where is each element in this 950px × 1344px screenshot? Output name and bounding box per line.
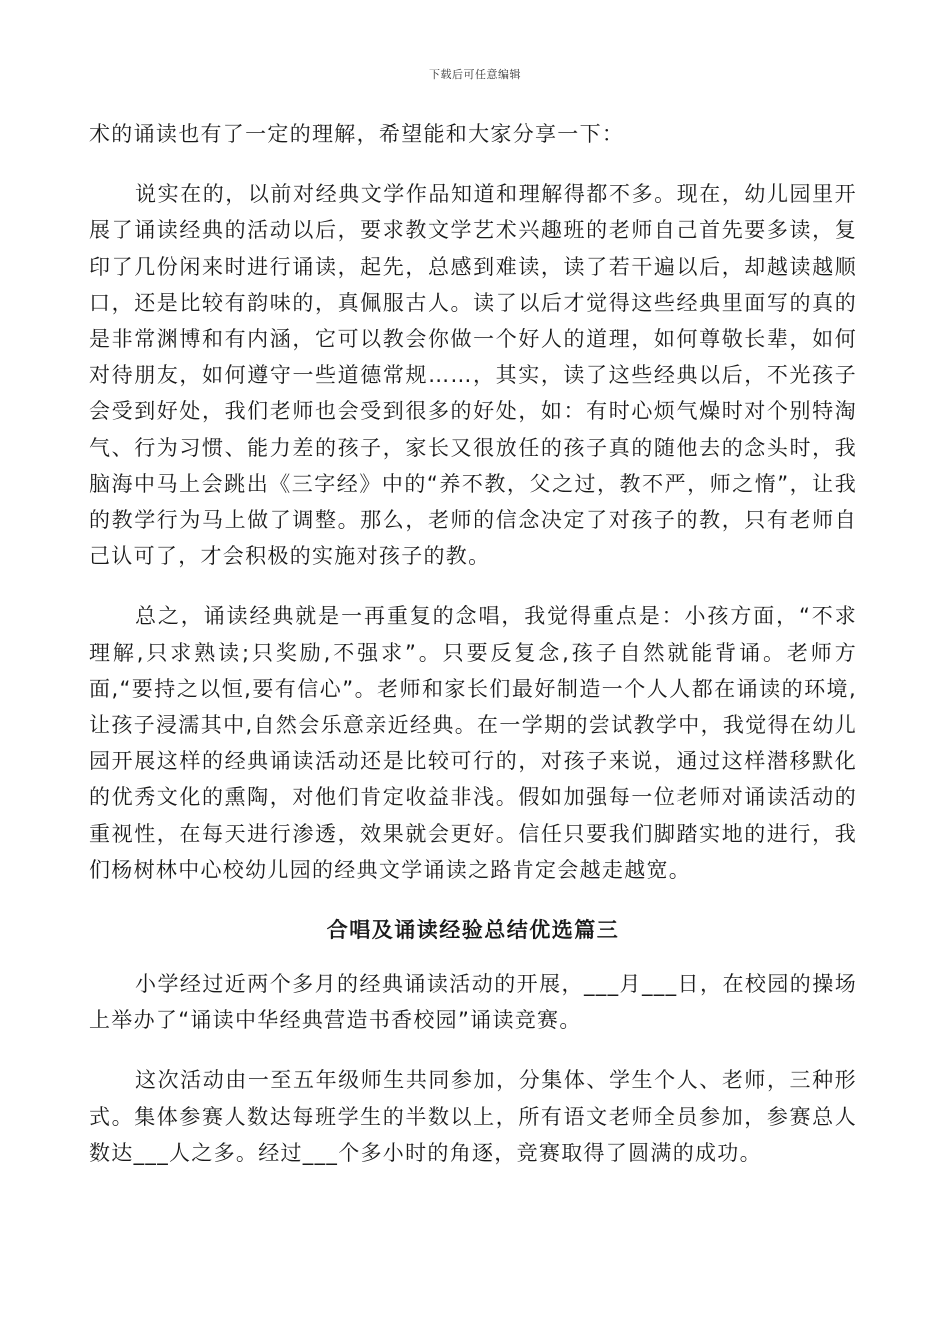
paragraph-continued: 术的诵读也有了一定的理解，希望能和大家分享一下： (89, 122, 625, 146)
paragraph-conclusion: 总之，诵读经典就是一再重复的念唱，我觉得重点是：小孩方面，“不求理解,只求熟读;只奖励,不强求”。只要反复念,孩子自然就能背诵。老师方面,“要持之以恒,要有信心”。老师和家长们最好制造一个人人都在诵读的环境,让孩子浸濡其中,自然会乐意亲近经典。在一学期的尝试教学中，我觉得在幼儿园开展这样的经典诵读活动还是比较可行的，对孩子来说，通过这样潜移默化的优秀文化的熏陶，对他们肯定收益非浅。假如加强每一位老师对诵读活动的重视性，在每天进行渗透，效果就会更好。信任只要我们脚踏实地的进行，我们杨树林中心校幼儿园的经典文学诵读之路肯定会越走越宽。 (89, 604, 857, 882)
document-body (89, 116, 857, 1195)
section-title: 合唱及诵读经验总结优选篇三 (326, 918, 620, 943)
paragraph-reading-experience: 说实在的，以前对经典文学作品知道和理解得都不多。现在，幼儿园里开展了诵读经典的活动以后，要求教文学艺术兴趣班的老师自己首先要多读，复印了几份闲来时进行诵读，起先，总感到难读，读了若干遍以后，却越读越顺口，还是比较有韵味的，真佩服古人。读了以后才觉得这些经典里面写的真的是非常渊博和有内涵，它可以教会你做一个好人的道理，如何尊敬长辈，如何对待朋友，如何遵守一些道德常规……，其实，读了这些经典以后，不光孩子会受到好处，我们老师也会受到很多的好处，如：有时心烦气燥时对个别特淘气、行为习惯、能力差的孩子，家长又很放任的孩子真的随他去的念头时，我脑海中马上会跳出《三字经》中的“养不教，父之过，教不严，师之惰”，让我的教学行为马上做了调整。那么，老师的信念决定了对孩子的教，只有老师自己认可了，才会积极的实施对孩子的教。 (89, 182, 857, 569)
paragraph-competition-intro: 小学经过近两个多月的经典诵读活动的开展，___月___日，在校园的操场上举办了“诵读中华经典营造书香校园”诵读竞赛。 (89, 972, 857, 1033)
paragraph-competition-details: 这次活动由一至五年级师生共同参加，分集体、学生个人、老师，三种形式。集体参赛人数达每班学生的半数以上，所有语文老师全员参加，参赛总人数达___人之多。经过___个多小时的角逐，竞赛取得了圆满的成功。 (89, 1068, 857, 1165)
header-note: 下载后可任意编辑 (429, 68, 521, 81)
